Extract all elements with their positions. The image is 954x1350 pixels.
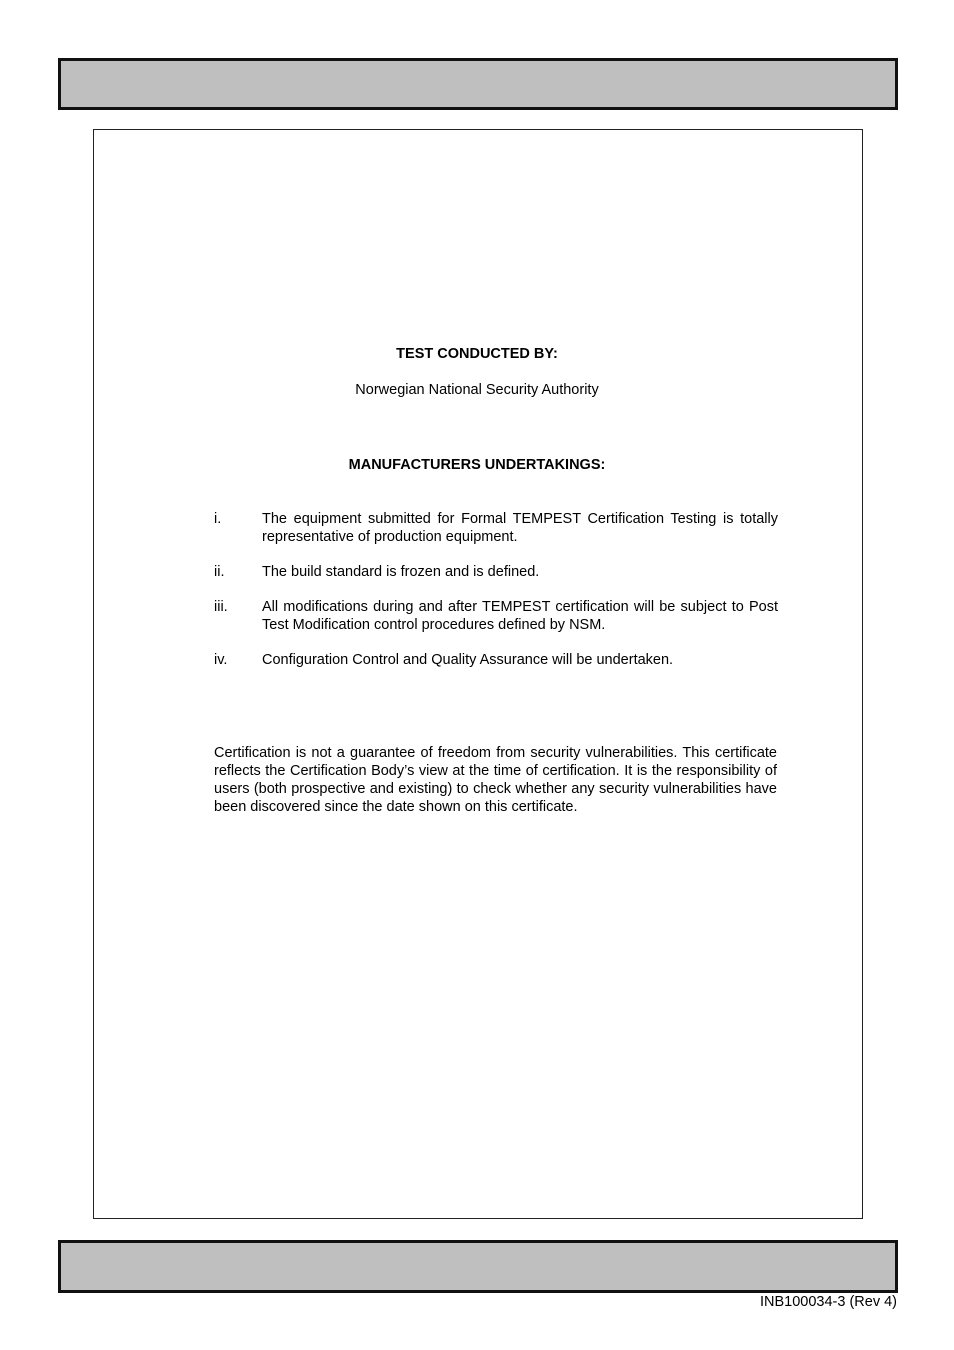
list-item-marker: ii. bbox=[214, 564, 225, 580]
list-item-text: The equipment submitted for Formal TEMPEST Certification Testing is totally representative of production equipment. bbox=[262, 511, 778, 545]
testing-authority: Norwegian National Security Authority bbox=[355, 382, 599, 398]
list-item bbox=[214, 651, 778, 669]
list-item bbox=[214, 563, 778, 581]
list-item-text: All modifications during and after TEMPEST certification will be subject to Post Test Modification control procedures defined by NSM. bbox=[262, 599, 778, 633]
undertakings-list bbox=[214, 510, 778, 686]
list-item-marker: iv. bbox=[214, 652, 228, 668]
footer-bar bbox=[58, 1240, 898, 1293]
list-item-text: The build standard is frozen and is defined. bbox=[262, 564, 540, 580]
list-item-marker: i. bbox=[214, 511, 222, 527]
list-item-text: Configuration Control and Quality Assurance will be undertaken. bbox=[262, 652, 674, 668]
test-conducted-heading: TEST CONDUCTED BY: bbox=[396, 346, 558, 362]
list-item bbox=[214, 510, 778, 546]
undertakings-heading: MANUFACTURERS UNDERTAKINGS: bbox=[348, 457, 606, 473]
list-item bbox=[214, 598, 778, 634]
header-bar bbox=[58, 58, 898, 110]
certification-disclaimer: Certification is not a guarantee of freedom from security vulnerabilities. This certificate reflects the Certification Body’s view at the time of certification. It is the responsibility of users (both prospective and existing) to check whether any security vulnerabilities have been discovered since the date shown on this certificate. bbox=[214, 745, 777, 815]
document-reference: INB100034-3 (Rev 4) bbox=[759, 1294, 897, 1310]
list-item-marker: iii. bbox=[214, 599, 228, 615]
